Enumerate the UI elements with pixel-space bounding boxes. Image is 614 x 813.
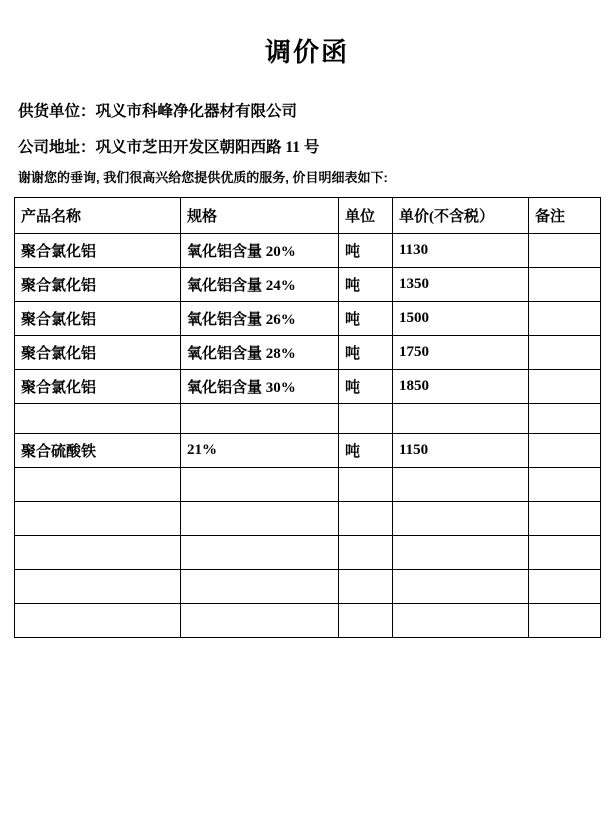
- document-page: [0, 32, 614, 813]
- page-title: 调价函: [264, 38, 349, 67]
- cell-product: 聚合氯化铝: [15, 268, 181, 302]
- table-header-row: [15, 198, 601, 234]
- cell-unit: 吨: [339, 268, 393, 302]
- address-line: 公司地址：巩义市芝田开发区朝阳西路 11 号: [18, 139, 320, 156]
- table-row: [15, 570, 601, 604]
- cell-remark: [529, 536, 601, 570]
- table-row: [15, 468, 601, 502]
- cell-unit: 吨: [339, 434, 393, 468]
- table-row: [15, 234, 601, 268]
- cell-remark: [529, 604, 601, 638]
- cell-product: 聚合氯化铝: [15, 302, 181, 336]
- table-row: [15, 434, 601, 468]
- column-header-remark: 备注: [529, 198, 601, 234]
- column-header-product: 产品名称: [15, 198, 181, 234]
- cell-unit: 吨: [339, 336, 393, 370]
- cell-remark: [529, 570, 601, 604]
- price-table: [14, 197, 601, 638]
- cell-product: [15, 604, 181, 638]
- cell-unit: [339, 604, 393, 638]
- cell-product: 聚合氯化铝: [15, 336, 181, 370]
- cell-price: 1130: [393, 234, 529, 268]
- table-row: [15, 404, 601, 434]
- cell-product: [15, 404, 181, 434]
- table-row: [15, 268, 601, 302]
- cell-spec: [181, 502, 339, 536]
- cell-product: [15, 570, 181, 604]
- cell-spec: [181, 404, 339, 434]
- cell-spec: [181, 536, 339, 570]
- cell-remark: [529, 468, 601, 502]
- cell-unit: [339, 468, 393, 502]
- cell-spec: 氧化铝含量 30%: [181, 370, 339, 404]
- cell-spec: 氧化铝含量 24%: [181, 268, 339, 302]
- cell-spec: [181, 604, 339, 638]
- cell-price: 1500: [393, 302, 529, 336]
- cell-remark: [529, 302, 601, 336]
- cell-price: [393, 468, 529, 502]
- table-row: [15, 502, 601, 536]
- cell-price: [393, 536, 529, 570]
- cell-product: 聚合氯化铝: [15, 234, 181, 268]
- cell-price: 1750: [393, 336, 529, 370]
- cell-spec: 氧化铝含量 28%: [181, 336, 339, 370]
- cell-unit: [339, 404, 393, 434]
- cell-spec: [181, 468, 339, 502]
- cell-spec: 21%: [181, 434, 339, 468]
- cell-product: [15, 502, 181, 536]
- cell-product: 聚合硫酸铁: [15, 434, 181, 468]
- column-header-spec: 规格: [181, 198, 339, 234]
- table-row: [15, 370, 601, 404]
- cell-unit: 吨: [339, 370, 393, 404]
- column-header-price: 单价(不含税）: [393, 198, 529, 234]
- cell-remark: [529, 268, 601, 302]
- column-header-unit: 单位: [339, 198, 393, 234]
- supplier-line: 供货单位：巩义市科峰净化器材有限公司: [18, 103, 298, 120]
- table-row: [15, 536, 601, 570]
- cell-remark: [529, 234, 601, 268]
- cell-price: 1150: [393, 434, 529, 468]
- cell-price: [393, 604, 529, 638]
- table-row: [15, 604, 601, 638]
- intro-note: 谢谢您的垂询, 我们很高兴给您提供优质的服务, 价目明细表如下:: [18, 170, 388, 185]
- cell-price: [393, 404, 529, 434]
- cell-spec: 氧化铝含量 20%: [181, 234, 339, 268]
- cell-spec: [181, 570, 339, 604]
- cell-product: [15, 468, 181, 502]
- cell-remark: [529, 404, 601, 434]
- cell-remark: [529, 336, 601, 370]
- cell-price: [393, 502, 529, 536]
- cell-product: 聚合氯化铝: [15, 370, 181, 404]
- cell-remark: [529, 370, 601, 404]
- cell-unit: [339, 536, 393, 570]
- cell-product: [15, 536, 181, 570]
- table-row: [15, 336, 601, 370]
- cell-unit: [339, 570, 393, 604]
- cell-remark: [529, 502, 601, 536]
- cell-price: [393, 570, 529, 604]
- cell-unit: 吨: [339, 234, 393, 268]
- cell-spec: 氧化铝含量 26%: [181, 302, 339, 336]
- cell-price: 1850: [393, 370, 529, 404]
- table-row: [15, 302, 601, 336]
- cell-remark: [529, 434, 601, 468]
- cell-unit: 吨: [339, 302, 393, 336]
- cell-unit: [339, 502, 393, 536]
- cell-price: 1350: [393, 268, 529, 302]
